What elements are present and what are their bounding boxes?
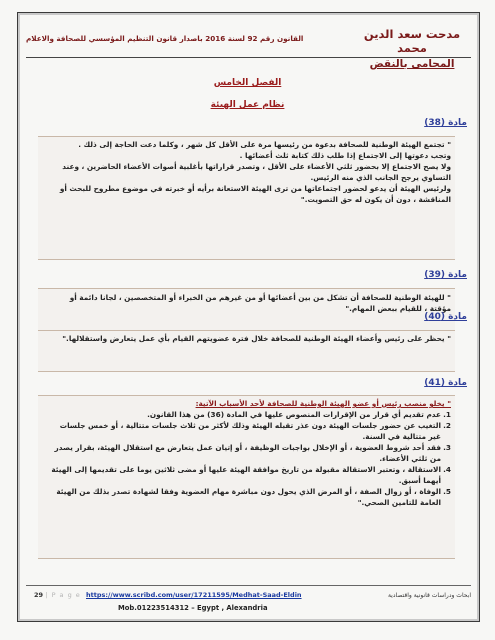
article-41-label: مادة (41)	[424, 378, 467, 388]
article-38-text	[46, 139, 451, 205]
chapter-title: الفصل الخامس	[213, 78, 282, 88]
article-40-para-1: " يحظر على رئيس وأعضاء الهيئة الوطنية للصحافة خلال فترة عضويتهم القيام بأي عمل يتعارض واستقلالها."	[62, 334, 451, 343]
article-41-intro: " يخلو منصب رئيس أو عضو الهيئة الوطنية للصحافة لأحد الأسباب الآتية:	[195, 399, 451, 408]
article-38-para-4: ولرئيس الهيئة أن يدعو لحضور اجتماعاتها من ترى الهيئة الاستعانة برأيه أو خبرته في موضوع مطروح للبحث أو المناقشة ، دون أن يكون له حق التصويت."	[59, 184, 451, 204]
list-item-number: 1.	[443, 410, 451, 419]
book-title: ابحاث ودراسات قانونية واقتصادية	[387, 592, 471, 599]
author-name: مدحت سعد الدين محمد	[363, 27, 461, 55]
list-item	[46, 486, 451, 508]
list-item-text: التغيب عن حضور جلسات الهيئة دون عذر تقبله الهيئة وذلك لأكثر من ثلاث جلسات متتالية ، أو خمس جلسات غير متتالية في السنة.	[59, 421, 441, 441]
article-41-list	[46, 409, 451, 508]
page-label: | P a g e	[45, 591, 81, 599]
page-number: 29	[34, 591, 44, 599]
list-item-text: الاستقالة ، وتعتبر الاستقالة مقبولة من تاريخ موافقة الهيئة عليها أو مضى ثلاثين يوما على تقديمها إلى الهيئة أيهما أسبق.	[51, 465, 441, 485]
list-item-text: عدم تقديم أي قرار من الإقرارات المنصوص عليها في المادة (36) من هذا القانون.	[147, 410, 441, 419]
law-title: القانون رقم 92 لسنة 2016 باصدار قانون التنظيم المؤسسي للصحافة والاعلام	[26, 34, 304, 43]
article-39-para-1: " للهيئة الوطنية للصحافة أن تشكل من بين أعضائها أو من غيرهم من الخبراء أو المتخصصين ، لجانا دائمة أو مؤقتة ، للقيام ببعض المهام."	[69, 293, 451, 313]
scribd-link[interactable]: https://www.scribd.com/user/17211595/Medhat-Saad-Eldin	[86, 591, 302, 599]
article-39-label: مادة (39)	[424, 270, 467, 280]
chapter-subtitle: نظام عمل الهيئة	[210, 100, 285, 110]
article-40-text	[46, 333, 451, 344]
list-item-number: 4.	[443, 465, 451, 474]
list-item-text: الوفاة ، أو زوال الصفة ، أو المرض الذي يحول دون مباشرة مهام العضوية وفقا لشهادة تصدر بذلك من الهيئة العامة للتامين الصحي."	[56, 487, 441, 507]
list-item	[46, 464, 451, 486]
list-item	[46, 409, 451, 420]
article-38-label: مادة (38)	[424, 118, 467, 128]
list-item-number: 2.	[443, 421, 451, 430]
author-role: المحامى بالنقض	[369, 58, 455, 70]
list-item	[46, 420, 451, 442]
footer-divider	[26, 585, 471, 586]
article-41-text	[46, 398, 451, 508]
article-38-para-1: " تجتمع الهيئة الوطنية للصحافة بدعوة من رئيسها مرة على الأقل كل شهر ، وكلما دعت الحاجة إلى ذلك .	[78, 140, 451, 149]
article-39-text	[46, 292, 451, 314]
contact-info: Mob.01223514312 – Egypt , Alexandria	[118, 604, 268, 612]
list-item-text: فقد أحد شروط العضوية ، أو الإخلال بواجبات الوظيفة ، أو إتيان عمل يتعارض مع استقلال الهيئة، بقرار يصدر من ثلثي الأعضاء.	[54, 443, 441, 463]
page-footer	[26, 588, 471, 616]
article-38-para-2: وتجب دعوتها إلى الاجتماع إذا طلب ذلك كتابة ثلث أعضائها .	[239, 151, 451, 160]
article-38-para-3: ولا يصح الاجتماع إلا بحضور ثلثي الأعضاء على الأقل ، وتصدر قراراتها بأغلبية أصوات الأعضاء الحاضرين ، وعند التساوي يرجح الجانب الذي منه الرئيس.	[62, 162, 451, 182]
author-block	[353, 27, 471, 70]
article-40-label: مادة (40)	[424, 312, 467, 322]
list-item	[46, 442, 451, 464]
page-number-block	[34, 591, 81, 599]
list-item-number: 5.	[443, 487, 451, 496]
list-item-number: 3.	[443, 443, 451, 452]
header-divider	[26, 57, 471, 58]
